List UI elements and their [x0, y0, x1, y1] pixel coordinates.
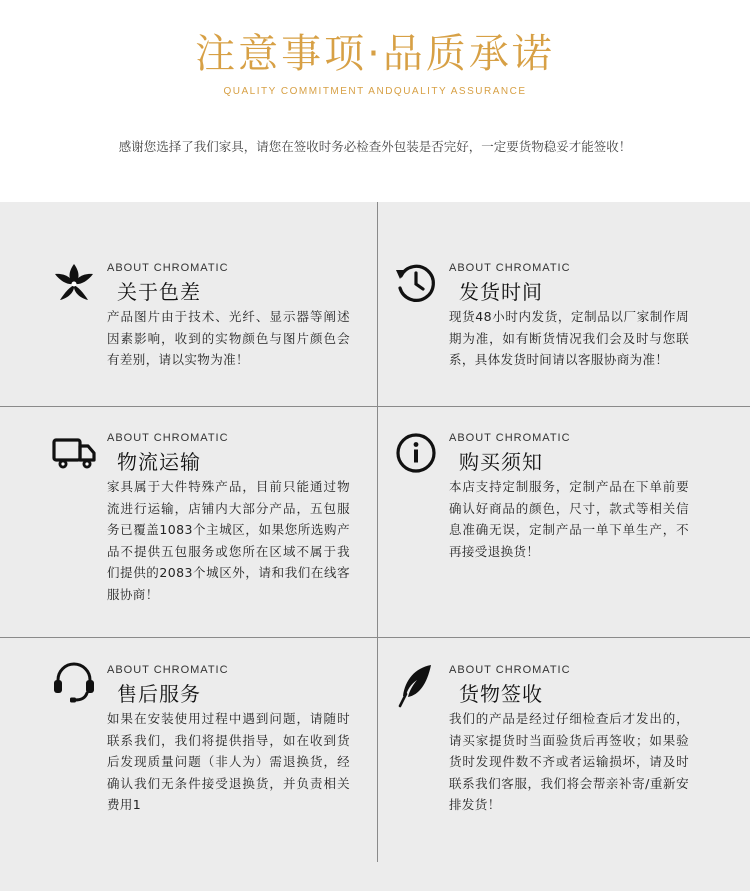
card-eyebrow: ABOUT CHROMATIC — [107, 664, 229, 676]
row-divider-2 — [0, 637, 750, 638]
card-title: 物流运输 — [117, 450, 201, 474]
card-eyebrow: ABOUT CHROMATIC — [107, 432, 229, 444]
card-title: 售后服务 — [117, 682, 201, 706]
card-title: 关于色差 — [117, 280, 201, 304]
card-title: 货物签收 — [459, 682, 543, 706]
card-title: 发货时间 — [459, 280, 543, 304]
flower-icon — [51, 260, 97, 306]
card-eyebrow: ABOUT CHROMATIC — [449, 262, 571, 274]
info-icon — [393, 430, 439, 476]
card-body: 现货48小时内发货，定制品以厂家制作周期为准，如有断货情况我们会及时与您联系，具体发货时间请以客服协商为准！ — [449, 309, 689, 367]
headset-icon — [51, 660, 97, 706]
row-divider-1 — [0, 406, 750, 407]
card-body: 本店支持定制服务，定制产品在下单前要确认好商品的颜色，尺寸，款式等相关信息准确无误，定制产品一单下单生产，不再接受退换货！ — [449, 479, 689, 559]
truck-icon — [51, 430, 97, 476]
clock-history-icon — [393, 260, 439, 306]
intro-text: 感谢您选择了我们家具，请您在签收时务必检查外包装是否完好，一定要货物稳妥才能签收！ — [118, 139, 632, 154]
header — [0, 0, 750, 202]
card-body: 如果在安装使用过程中遇到问题，请随时联系我们，我们将提供指导，如在收到货后发现质量问题（非人为）需退换货，经确认我们无条件接受退换货，并负责相关费用1 — [107, 711, 350, 812]
vertical-divider — [377, 202, 378, 862]
card-body: 产品图片由于技术、光纤、显示器等阐述因素影响，收到的实物颜色与图片颜色会有差别，请以实物为准！ — [107, 309, 350, 367]
card-eyebrow: ABOUT CHROMATIC — [449, 664, 571, 676]
card-title: 购买须知 — [459, 450, 543, 474]
page-subtitle: QUALITY COMMITMENT ANDQUALITY ASSURANCE — [223, 86, 527, 97]
card-eyebrow: ABOUT CHROMATIC — [449, 432, 571, 444]
feather-icon — [393, 662, 439, 708]
page-title: 注意事项·品质承诺 — [195, 31, 555, 77]
card-body: 我们的产品是经过仔细检查后才发出的，请买家提货时当面验货后再签收；如果验货时发现件数不齐或者运输损坏，请及时联系我们客服，我们将会帮亲补寄/重新安排发货！ — [449, 711, 689, 812]
info-grid — [0, 202, 750, 891]
card-body: 家具属于大件特殊产品，目前只能通过物流进行运输，店铺内大部分产品，五包服务已覆盖1083个主城区，如果您所选购产品不提供五包服务或您所在区域不属于我们提供的2083个城区外，请和我们在线客服协商！ — [107, 479, 350, 602]
card-eyebrow: ABOUT CHROMATIC — [107, 262, 229, 274]
